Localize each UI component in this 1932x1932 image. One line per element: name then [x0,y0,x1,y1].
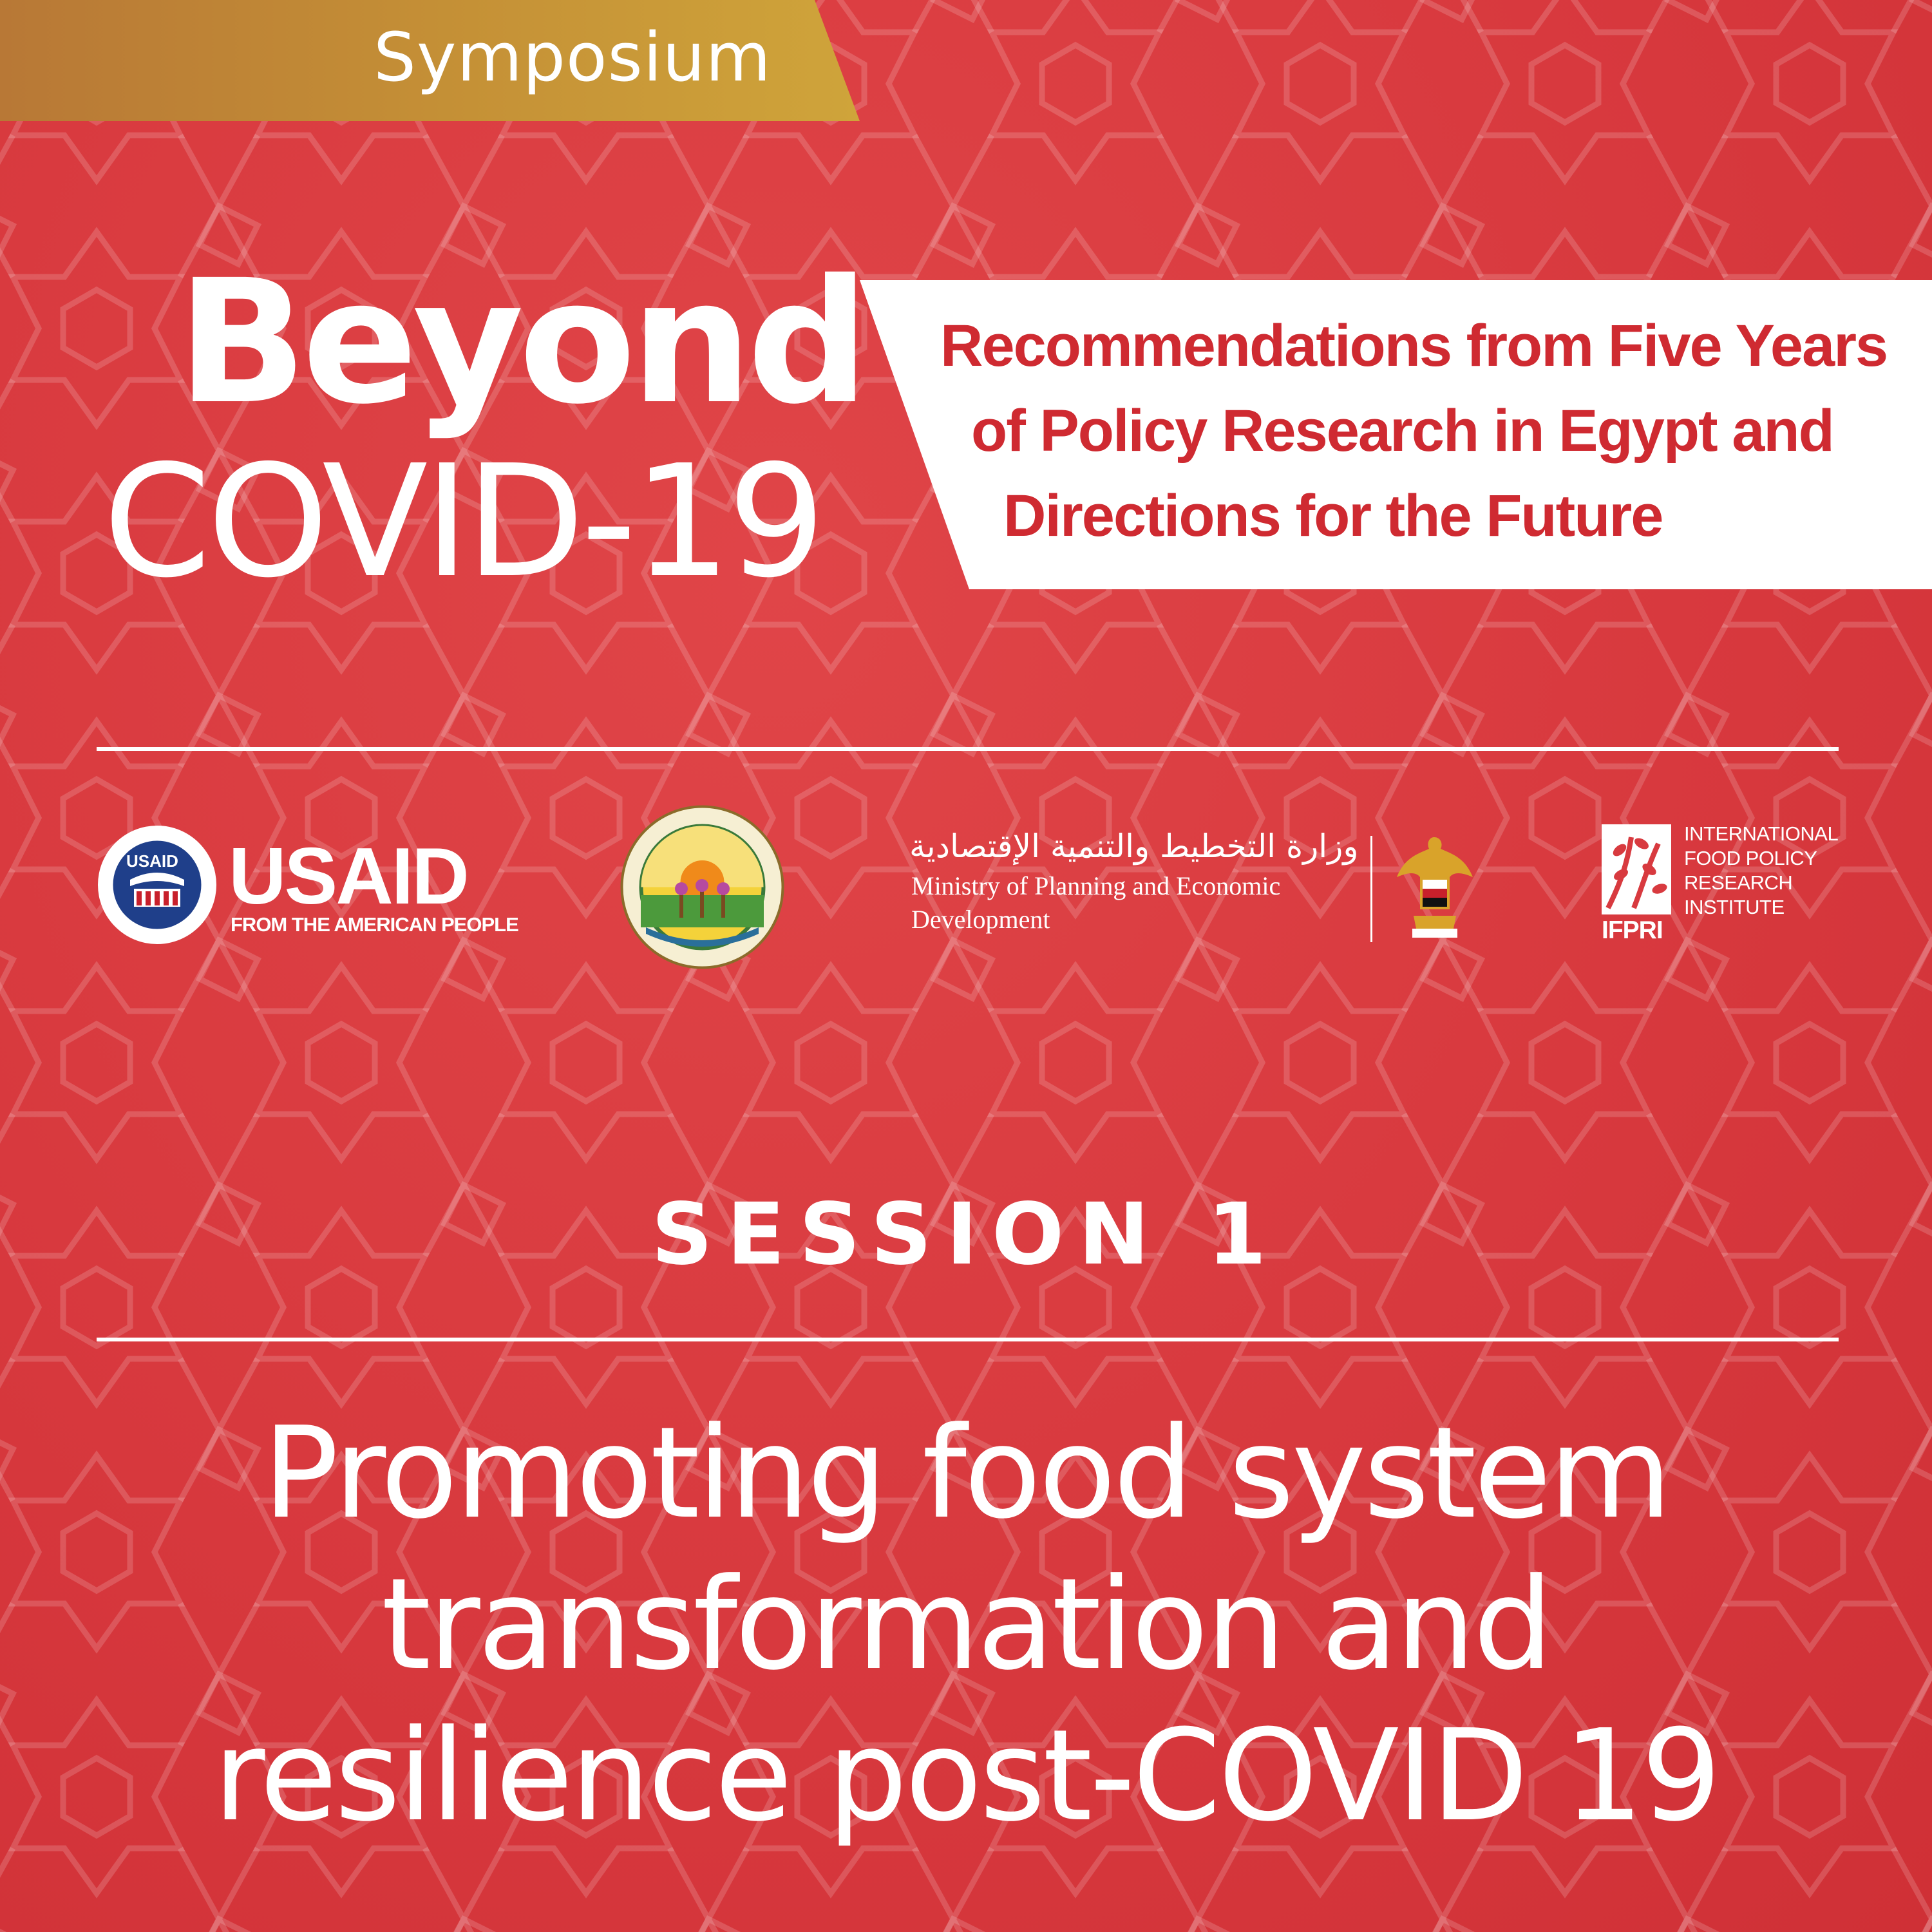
ifpri-name-line-1: INTERNATIONAL [1684,822,1839,845]
callout-line-2: of Policy Research in Egypt and [971,398,1833,464]
topic-line-3: resilience post-COVID 19 [213,1703,1719,1850]
ifpri-full-name [1684,822,1838,920]
egypt-eagle-emblem-icon [1394,832,1475,945]
ifpri-name-line-4: INSTITUTE [1684,896,1785,918]
banner-label: Symposium [374,18,772,97]
ministry-arabic-name: وزارة التخطيط والتنمية الإقتصادية [909,828,1359,865]
title-covid: COVID-19 [103,431,822,612]
title-beyond: Beyond [177,243,864,442]
callout-line-1: Recommendations from Five Years [940,313,1888,379]
agriculture-ministry-seal-icon [620,805,784,969]
usaid-seal-badge-text: USAID [126,851,178,871]
usaid-wordmark: USAID [229,832,468,921]
divider-bottom [97,1338,1839,1341]
ministry-english-line-2: Development [911,905,1050,934]
callout-line-3: Directions for the Future [1003,483,1663,549]
topic-line-2: transformation and [381,1551,1551,1698]
topic-line-1: Promoting food system [262,1400,1670,1547]
ministry-english-line-1: Ministry of Planning and Economic [911,871,1281,900]
usaid-tagline: FROM THE AMERICAN PEOPLE [231,913,518,936]
ministry-divider [1370,836,1372,942]
ifpri-acronym: IFPRI [1602,916,1663,944]
ifpri-name-line-3: RESEARCH [1684,871,1793,894]
divider-top [97,747,1839,751]
ifpri-name-line-2: FOOD POLICY [1684,847,1817,869]
ifpri-logo-icon [1602,824,1671,914]
usaid-seal-icon [97,824,218,945]
session-label: SESSION 1 [651,1185,1281,1284]
